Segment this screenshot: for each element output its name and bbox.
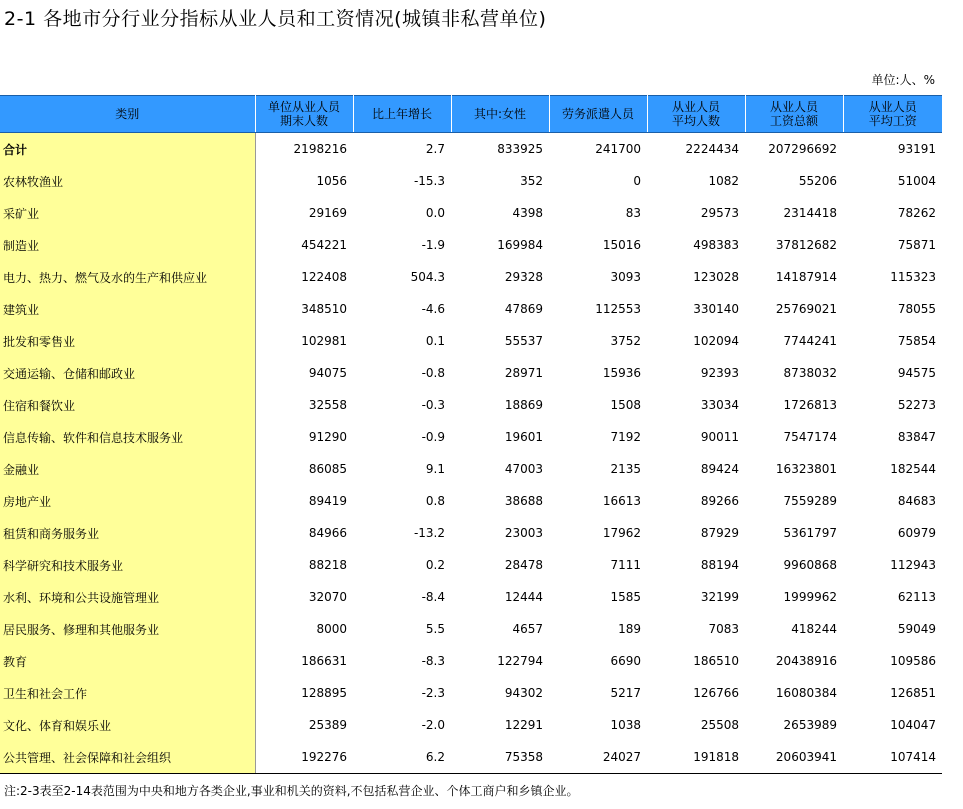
value-cell-total-wage: 55206 [798,174,837,188]
table-row [0,453,942,485]
value-cell-end-count: 89419 [308,494,347,508]
value-cell-avg-wage: 78262 [897,206,936,220]
table-row [0,421,942,453]
table-row [0,261,942,293]
value-cell-avg-count: 1082 [708,174,739,188]
value-cell-end-count: 25389 [308,718,347,732]
category-cell: 卫生和社会工作 [0,677,255,709]
value-cell-growth: -8.3 [421,654,445,668]
value-cell-end-count: 1056 [316,174,347,188]
value-cell-avg-count: 90011 [700,430,739,444]
value-cell-avg-wage: 104047 [890,718,936,732]
column-header [647,96,745,133]
value-cell-dispatch: 16613 [602,494,641,508]
category-cell: 科学研究和技术服务业 [0,549,255,581]
value-cell-end-count: 84966 [308,526,347,540]
category-cell: 文化、体育和娱乐业 [0,709,255,741]
value-cell-avg-count: 87929 [700,526,739,540]
category-cell: 制造业 [0,229,255,261]
value-cell-female: 833925 [497,142,543,156]
value-cell-avg-count: 123028 [693,270,739,284]
value-cell-female: 29328 [504,270,543,284]
value-cell-female: 12444 [504,590,543,604]
value-cell-female: 122794 [497,654,543,668]
value-cell-avg-wage: 59049 [897,622,936,636]
value-cell-growth: -2.3 [421,686,445,700]
category-cell: 电力、热力、燃气及水的生产和供应业 [0,261,255,293]
value-cell-dispatch: 241700 [595,142,641,156]
table-row [0,165,942,197]
column-header [0,96,255,133]
category-cell: 住宿和餐饮业 [0,389,255,421]
value-cell-dispatch: 5217 [610,686,641,700]
value-cell-female: 38688 [504,494,543,508]
value-cell-end-count: 8000 [316,622,347,636]
value-cell-growth: 0.0 [425,206,445,220]
column-header [255,96,353,133]
value-cell-end-count: 32558 [308,398,347,412]
value-cell-dispatch: 1038 [610,718,641,732]
value-cell-growth: -2.0 [421,718,445,732]
value-cell-avg-wage: 182544 [890,462,936,476]
value-cell-avg-count: 32199 [700,590,739,604]
value-cell-end-count: 128895 [301,686,347,700]
column-header [353,96,451,133]
value-cell-avg-count: 25508 [700,718,739,732]
value-cell-total-wage: 207296692 [768,142,837,156]
table-row [0,645,942,677]
value-cell-avg-count: 2224434 [685,142,739,156]
value-cell-growth: -0.3 [421,398,445,412]
value-cell-total-wage: 7559289 [783,494,837,508]
value-cell-avg-wage: 93191 [897,142,936,156]
value-cell-avg-count: 29573 [700,206,739,220]
value-cell-female: 4657 [512,622,543,636]
value-cell-growth: -4.6 [421,302,445,316]
column-header [549,96,647,133]
value-cell-avg-count: 102094 [693,334,739,348]
value-cell-total-wage: 7744241 [783,334,837,348]
category-cell: 农林牧渔业 [0,165,255,197]
value-cell-avg-count: 126766 [693,686,739,700]
value-cell-dispatch: 189 [618,622,641,636]
value-cell-total-wage: 37812682 [775,238,837,252]
value-cell-avg-count: 330140 [693,302,739,316]
category-cell: 租赁和商务服务业 [0,517,255,549]
column-header-line1: 类别 [115,107,140,121]
value-cell-total-wage: 25769021 [775,302,837,316]
table-row [0,517,942,549]
value-cell-avg-wage: 78055 [897,302,936,316]
column-header-line2: 平均工资 [868,114,917,128]
value-cell-avg-wage: 75854 [897,334,936,348]
value-cell-dispatch: 24027 [549,741,647,774]
page-title: 2-1 各地市分行业分指标从业人员和工资情况(城镇非私营单位) [4,8,547,30]
table-row [0,357,942,389]
value-cell-growth: -0.8 [421,366,445,380]
table-row [0,293,942,325]
value-cell-end-count: 186631 [301,654,347,668]
value-cell-growth: 5.5 [425,622,445,636]
column-header-line1: 从业人员 [769,100,818,114]
category-cell: 房地产业 [0,485,255,517]
table-row [0,325,942,357]
value-cell-end-count: 94075 [308,366,347,380]
value-cell-dispatch: 15936 [602,366,641,380]
value-cell-end-count: 91290 [308,430,347,444]
table-row [0,485,942,517]
value-cell-female: 28971 [504,366,543,380]
category-cell: 居民服务、修理和其他服务业 [0,613,255,645]
table-row [0,741,942,774]
value-cell-total-wage: 418244 [791,622,837,636]
value-cell-dispatch: 2135 [610,462,641,476]
value-cell-avg-count: 7083 [708,622,739,636]
column-header-line1: 劳务派遣人员 [561,107,634,121]
value-cell-end-count: 192276 [255,741,353,774]
value-cell-avg-wage: 107414 [843,741,942,774]
value-cell-dispatch: 1585 [610,590,641,604]
column-header [745,96,843,133]
value-cell-growth: -15.3 [413,174,445,188]
value-cell-avg-wage: 52273 [897,398,936,412]
value-cell-dispatch: 7192 [610,430,641,444]
value-cell-dispatch: 15016 [602,238,641,252]
table-row [0,389,942,421]
value-cell-end-count: 454221 [301,238,347,252]
table-header-row [0,96,942,133]
value-cell-avg-wage: 112943 [890,558,936,572]
value-cell-avg-wage: 115323 [890,270,936,284]
value-cell-growth: -8.4 [421,590,445,604]
table-row [0,677,942,709]
value-cell-avg-count: 191818 [647,741,745,774]
value-cell-avg-wage: 60979 [897,526,936,540]
value-cell-growth: 504.3 [410,270,445,284]
category-cell: 水利、环境和公共设施管理业 [0,581,255,613]
value-cell-female: 19601 [504,430,543,444]
value-cell-avg-wage: 126851 [890,686,936,700]
value-cell-growth: 2.7 [425,142,445,156]
value-cell-avg-count: 498383 [693,238,739,252]
value-cell-total-wage: 14187914 [775,270,837,284]
value-cell-growth: 0.1 [425,334,445,348]
value-cell-female: 75358 [451,741,549,774]
value-cell-female: 47003 [504,462,543,476]
value-cell-end-count: 32070 [308,590,347,604]
value-cell-female: 169984 [497,238,543,252]
category-cell: 教育 [0,645,255,677]
column-header [451,96,549,133]
value-cell-avg-wage: 51004 [897,174,936,188]
table-row-total [0,133,942,166]
value-cell-female: 47869 [504,302,543,316]
value-cell-total-wage: 7547174 [783,430,837,444]
column-header-line1: 从业人员 [671,100,720,114]
table-row [0,581,942,613]
value-cell-avg-count: 92393 [700,366,739,380]
value-cell-total-wage: 16080384 [775,686,837,700]
value-cell-avg-wage: 83847 [897,430,936,444]
value-cell-end-count: 348510 [301,302,347,316]
value-cell-total-wage: 2314418 [783,206,837,220]
footnote: 注:2-3表至2-14表范围为中央和地方各类企业,事业和机关的资料,不包括私营企业、个体工商户和乡镇企业。 [4,784,579,798]
value-cell-total-wage: 20438916 [775,654,837,668]
table-row [0,549,942,581]
value-cell-female: 55537 [504,334,543,348]
value-cell-female: 23003 [504,526,543,540]
column-header-line2: 平均人数 [671,114,720,128]
value-cell-growth: 6.2 [353,741,451,774]
value-cell-female: 18869 [504,398,543,412]
category-cell: 批发和零售业 [0,325,255,357]
value-cell-total-wage: 20603941 [745,741,843,774]
table-row [0,613,942,645]
value-cell-end-count: 102981 [301,334,347,348]
value-cell-growth: -0.9 [421,430,445,444]
value-cell-growth: 9.1 [425,462,445,476]
table-row [0,229,942,261]
value-cell-end-count: 88218 [308,558,347,572]
category-cell: 合计 [0,133,255,166]
value-cell-avg-count: 88194 [700,558,739,572]
value-cell-growth: -1.9 [421,238,445,252]
category-cell: 采矿业 [0,197,255,229]
column-header-line2: 期末人数 [279,114,328,128]
value-cell-total-wage: 1726813 [783,398,837,412]
data-table [0,95,942,774]
value-cell-avg-wage: 84683 [897,494,936,508]
value-cell-dispatch: 17962 [602,526,641,540]
column-header-line1: 其中:女性 [473,107,527,121]
value-cell-dispatch: 83 [625,206,641,220]
value-cell-avg-wage: 109586 [890,654,936,668]
table-body [0,133,942,774]
value-cell-growth: 0.8 [425,494,445,508]
value-cell-avg-wage: 62113 [897,590,936,604]
value-cell-female: 4398 [512,206,543,220]
category-cell: 金融业 [0,453,255,485]
column-header-line1: 比上年增长 [371,107,432,121]
value-cell-dispatch: 7111 [610,558,641,572]
value-cell-avg-count: 89266 [700,494,739,508]
value-cell-end-count: 122408 [301,270,347,284]
value-cell-total-wage: 16323801 [775,462,837,476]
table-row [0,197,942,229]
value-cell-avg-wage: 75871 [897,238,936,252]
value-cell-dispatch: 112553 [595,302,641,316]
value-cell-total-wage: 9960868 [783,558,837,572]
value-cell-growth: 0.2 [425,558,445,572]
value-cell-avg-wage: 94575 [897,366,936,380]
column-header-line2: 工资总额 [769,114,818,128]
value-cell-dispatch: 3752 [610,334,641,348]
category-cell: 交通运输、仓储和邮政业 [0,357,255,389]
value-cell-avg-count: 186510 [693,654,739,668]
column-header-line1: 从业人员 [868,100,917,114]
value-cell-female: 352 [520,174,543,188]
value-cell-total-wage: 1999962 [783,590,837,604]
column-header [843,96,942,133]
value-cell-dispatch: 6690 [610,654,641,668]
value-cell-total-wage: 2653989 [783,718,837,732]
value-cell-female: 28478 [504,558,543,572]
value-cell-total-wage: 5361797 [783,526,837,540]
value-cell-female: 12291 [504,718,543,732]
unit-label: 单位:人、% [871,73,935,87]
value-cell-total-wage: 8738032 [783,366,837,380]
value-cell-dispatch: 1508 [610,398,641,412]
value-cell-end-count: 2198216 [293,142,347,156]
category-cell: 建筑业 [0,293,255,325]
column-header-line1: 单位从业人员 [267,100,340,114]
value-cell-dispatch: 3093 [610,270,641,284]
category-cell: 信息传输、软件和信息技术服务业 [0,421,255,453]
value-cell-growth: -13.2 [413,526,445,540]
value-cell-female: 94302 [504,686,543,700]
category-cell: 公共管理、社会保障和社会组织 [0,741,255,774]
value-cell-end-count: 86085 [308,462,347,476]
table-row [0,709,942,741]
value-cell-end-count: 29169 [308,206,347,220]
value-cell-dispatch: 0 [633,174,641,188]
value-cell-avg-count: 33034 [700,398,739,412]
value-cell-avg-count: 89424 [700,462,739,476]
